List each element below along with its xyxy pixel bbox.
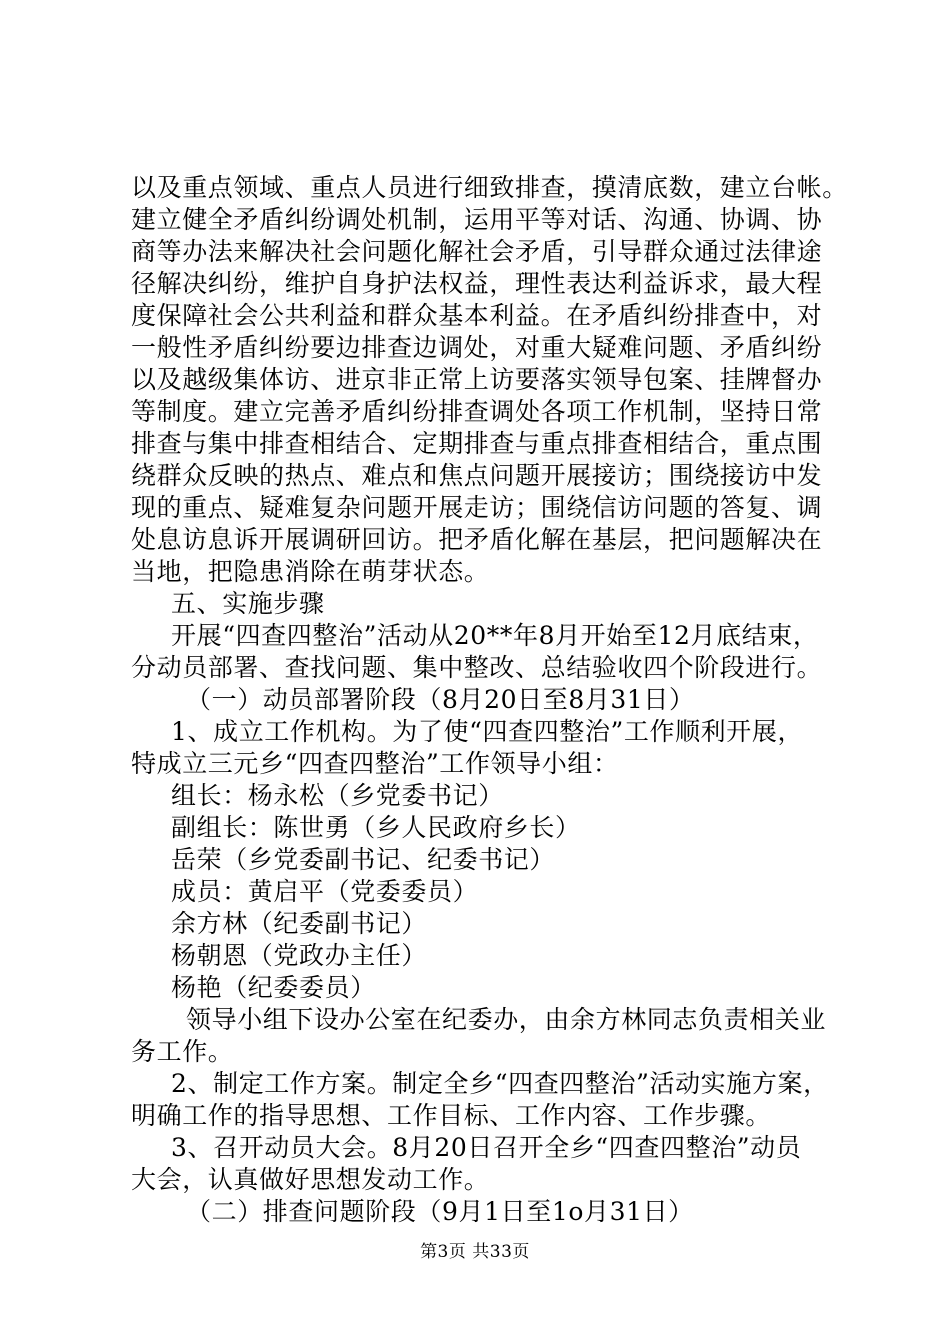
member-line: 杨朝恩（党政办主任） bbox=[171, 941, 428, 970]
text-line: 等制度。建立完善矛盾纠纷排查调处各项工作机制，坚持日常 bbox=[131, 397, 823, 426]
subsection-heading: （一）动员部署阶段（8月20日至8月31日） bbox=[186, 685, 695, 714]
text-line: 特成立三元乡“四查四整治”工作领导小组： bbox=[131, 749, 619, 778]
text-line: 以及越级集体访、进京非正常上访要落实领导包案、挂牌督办 bbox=[131, 365, 823, 394]
member-line: 岳荣（乡党委副书记、纪委书记） bbox=[171, 845, 556, 874]
text-line: 分动员部署、查找问题、集中整改、总结验收四个阶段进行。 bbox=[131, 653, 823, 682]
page-footer: 第3页 共33页 bbox=[420, 1242, 530, 1262]
text-line: 绕群众反映的热点、难点和焦点问题开展接访；围绕接访中发 bbox=[131, 461, 823, 490]
text-line: 一般性矛盾纠纷要边排查边调处，对重大疑难问题、矛盾纠纷 bbox=[131, 333, 823, 362]
text-line: 当地，把隐患消除在萌芽状态。 bbox=[131, 557, 490, 586]
member-line: 杨艳（纪委委员） bbox=[171, 973, 376, 1002]
document-body bbox=[131, 172, 851, 1228]
text-line: 处息访息诉开展调研回访。把矛盾化解在基层，把问题解决在 bbox=[131, 525, 823, 554]
text-line: 明确工作的指导思想、工作目标、工作内容、工作步骤。 bbox=[131, 1101, 772, 1130]
text-line: 以及重点领域、重点人员进行细致排查，摸清底数，建立台帐。 bbox=[131, 173, 848, 202]
text-line: 开展“四查四整治”活动从20**年8月开始至12月底结束， bbox=[171, 621, 819, 650]
text-line: 3、召开动员大会。8月20日召开全乡“四查四整治”动员 bbox=[171, 1133, 802, 1162]
subsection-heading: （二）排查问题阶段（9月1日至1o月31日） bbox=[186, 1197, 694, 1226]
text-line: 排查与集中排查相结合、定期排查与重点排查相结合，重点围 bbox=[131, 429, 823, 458]
text-line: 现的重点、疑难复杂问题开展走访；围绕信访问题的答复、调 bbox=[131, 493, 823, 522]
text-line: 1、成立工作机构。为了使“四查四整治”工作顺利开展， bbox=[171, 717, 804, 746]
member-line: 组长：杨永松（乡党委书记） bbox=[171, 781, 504, 810]
member-line: 副组长：陈世勇（乡人民政府乡长） bbox=[171, 813, 581, 842]
text-line: 2、制定工作方案。制定全乡“四查四整治”活动实施方案， bbox=[171, 1069, 829, 1098]
member-line: 余方林（纪委副书记） bbox=[171, 909, 428, 938]
section-heading: 五、实施步骤 bbox=[171, 589, 325, 618]
text-line: 径解决纠纷，维护自身护法权益，理性表达利益诉求，最大程 bbox=[131, 269, 823, 298]
text-line: 领导小组下设办公室在纪委办，由余方林同志负责相关业 bbox=[186, 1005, 827, 1034]
text-line: 大会，认真做好思想发动工作。 bbox=[131, 1165, 490, 1194]
member-line: 成员：黄启平（党委委员） bbox=[171, 877, 479, 906]
text-line: 商等办法来解决社会问题化解社会矛盾，引导群众通过法律途 bbox=[131, 237, 823, 266]
text-line: 度保障社会公共利益和群众基本利益。在矛盾纠纷排查中，对 bbox=[131, 301, 823, 330]
text-line: 建立健全矛盾纠纷调处机制，运用平等对话、沟通、协调、协 bbox=[131, 205, 823, 234]
text-line: 务工作。 bbox=[131, 1037, 234, 1066]
